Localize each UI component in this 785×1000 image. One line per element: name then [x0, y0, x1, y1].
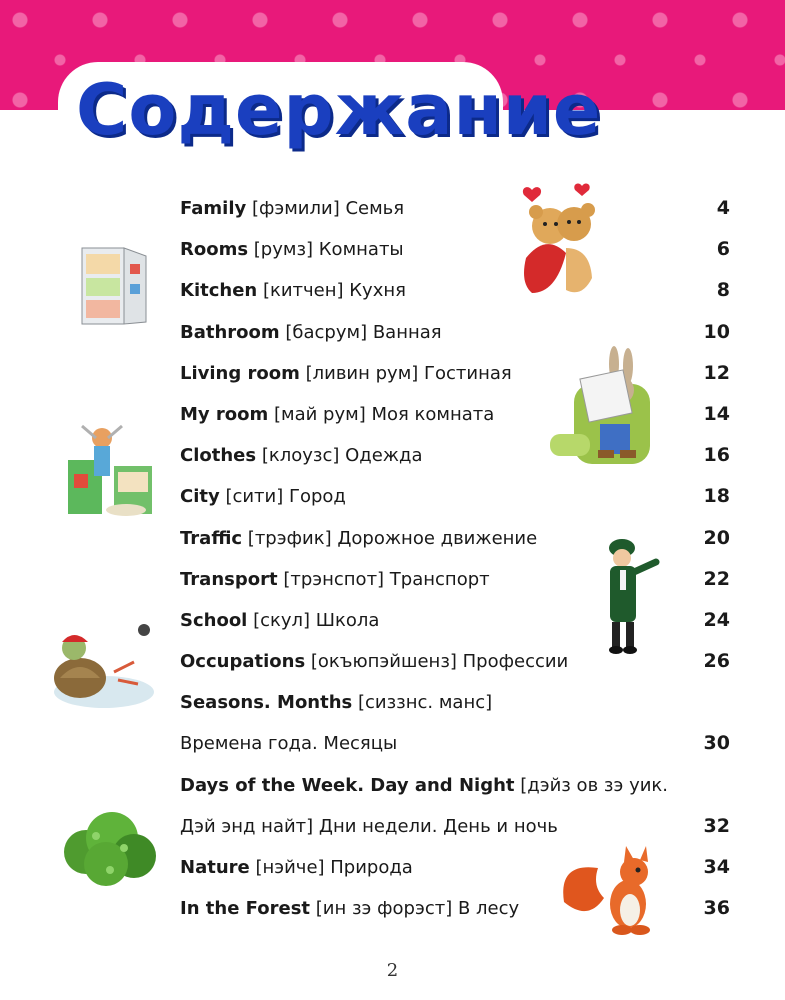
toc-entry-page-number: 22: [703, 567, 730, 590]
toc-entry-english-title: City: [180, 486, 220, 508]
toc-entry-english-title: Bathroom: [180, 321, 280, 343]
toc-entry-translation: [дэйз ов зэ уик.: [514, 774, 669, 796]
toc-entry-english-title: My room: [180, 403, 269, 425]
page-number: 2: [386, 960, 399, 981]
toc-entry-page-number: 14: [703, 402, 730, 425]
toc-entry-page-number: 10: [703, 320, 730, 343]
toc-entry-english-title: Clothes: [180, 445, 257, 467]
toc-entry-page-number: 8: [716, 279, 730, 302]
toc-entry-page-number: 16: [703, 444, 730, 467]
toc-entry: [180, 229, 730, 270]
toc-entry-english-title: Transport: [180, 568, 278, 590]
toc-entry-page-number: 30: [703, 732, 730, 755]
toc-entry: [180, 682, 730, 723]
table-of-contents: [180, 188, 730, 929]
toc-entry-translation: [май рум] Моя комната: [268, 403, 495, 425]
toc-entry-english-title: Occupations: [180, 651, 306, 673]
toc-entry: [180, 559, 730, 600]
toc-entry-translation: [басрум] Ванная: [279, 321, 442, 343]
toc-entry-translation: [сиззнс. манс]: [352, 692, 493, 714]
toc-entry-translation: [ливин рум] Гостиная: [299, 362, 512, 384]
green-bush-illustration: [60, 808, 158, 888]
toc-entry-translation: [фэмили] Семья: [246, 198, 405, 219]
toc-entry: [180, 353, 730, 394]
toc-entry: [180, 765, 730, 806]
toc-entry-english-title: Traffic: [180, 527, 243, 549]
toc-entry-page-number: 34: [703, 856, 730, 878]
toc-entry: [180, 847, 730, 888]
toc-entry: [180, 806, 730, 847]
toc-entry-translation: [нэйче] Природа: [249, 857, 413, 878]
toc-entry: [180, 435, 730, 476]
toc-entry-english-title: In the Forest: [180, 898, 311, 920]
toc-entry: [180, 600, 730, 641]
toc-entry: [180, 270, 730, 311]
toc-entry-translation: [ин зэ форэст] В лесу: [310, 898, 520, 920]
toc-entry-page-number: 32: [703, 814, 730, 837]
toc-entry: [180, 888, 730, 929]
toc-entry-english-title: Days of the Week. Day and Night: [180, 774, 515, 796]
toc-entry-translation: [сити] Город: [219, 486, 346, 508]
toc-entry-english-title: Living room: [180, 362, 300, 384]
toc-entry: [180, 188, 730, 229]
toc-entry-page-number: 24: [703, 608, 730, 631]
toc-entry: [180, 723, 730, 764]
toc-entry: [180, 518, 730, 559]
toc-entry-translation: [трэфик] Дорожное движение: [242, 527, 538, 549]
toc-entry-page-number: 12: [703, 361, 730, 384]
turtle-illustration: [44, 622, 156, 714]
toc-entry-english-title: Seasons. Months: [180, 692, 353, 714]
toc-entry-page-number: 6: [716, 238, 730, 261]
toc-entry-english-title: School: [180, 609, 248, 631]
toc-entry: [180, 641, 730, 682]
toc-entry-english-title: Nature: [180, 857, 250, 878]
toc-entry-translation: Времена года. Месяцы: [180, 733, 398, 755]
toc-entry-page-number: 36: [703, 897, 730, 920]
toc-entry-page-number: 26: [703, 650, 730, 673]
toc-entry-translation: [трэнспот] Транспорт: [277, 568, 490, 590]
page-title: Содержание: [76, 69, 602, 151]
toc-entry-english-title: Kitchen: [180, 280, 258, 302]
toc-entry-page-number: 18: [703, 485, 730, 508]
toc-entry: [180, 476, 730, 517]
toc-entry: [180, 312, 730, 353]
toc-entry-page-number: 4: [716, 197, 730, 219]
refrigerator-illustration: [76, 244, 154, 330]
toc-entry: [180, 394, 730, 435]
toc-entry-translation: [румз] Комнаты: [248, 239, 404, 261]
toc-entry-english-title: Rooms: [180, 239, 249, 261]
toc-entry-translation: [скул] Школа: [247, 609, 380, 631]
toc-entry-translation: Дэй энд найт] Дни недели. День и ночь: [180, 815, 558, 837]
toc-entry-translation: [клоузс] Одежда: [256, 445, 423, 467]
toy-room-illustration: [62, 416, 158, 522]
toc-entry-translation: [китчен] Кухня: [257, 280, 406, 302]
toc-entry-translation: [окъюпэйшенз] Профессии: [305, 651, 569, 673]
toc-entry-english-title: Family: [180, 198, 247, 219]
toc-entry-page-number: 20: [703, 526, 730, 549]
